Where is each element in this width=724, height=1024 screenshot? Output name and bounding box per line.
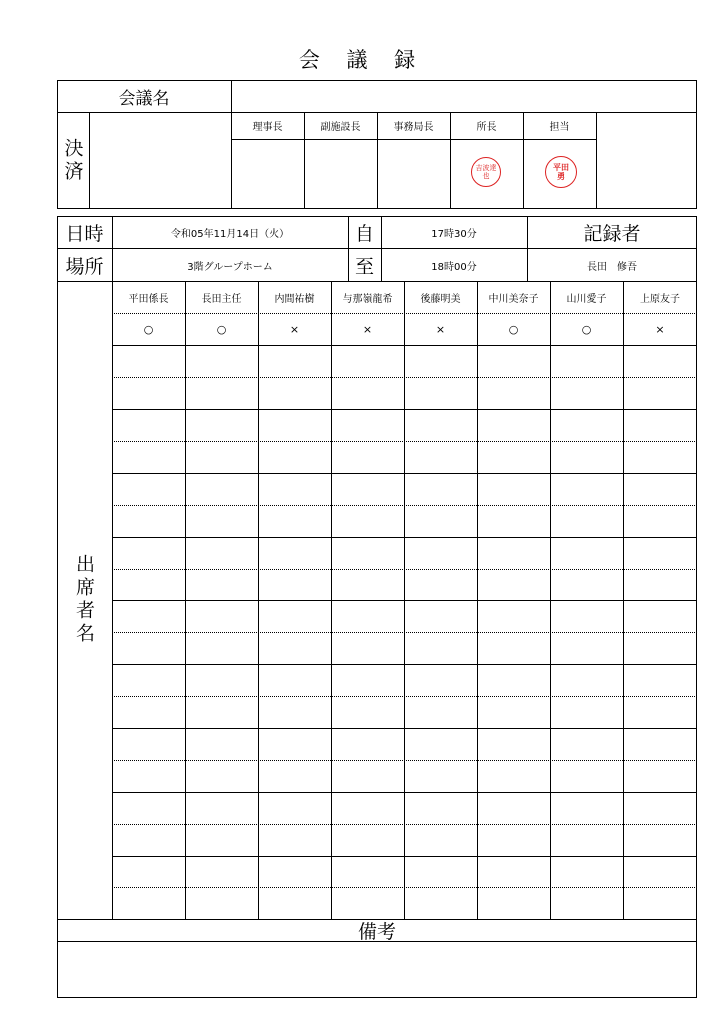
seal-stamp-text: 平田勇 <box>553 163 569 181</box>
attendance-row-divider <box>112 728 697 729</box>
attendance-mark[interactable]: × <box>362 322 373 336</box>
attendance-row-divider <box>112 792 697 793</box>
attendance-mark[interactable]: ○ <box>508 322 519 336</box>
attendance-mark[interactable]: ○ <box>216 322 227 336</box>
attendance-dotted-divider <box>112 887 697 888</box>
attendee-name: 長田主任 <box>201 293 242 305</box>
approver-title: 担当 <box>549 122 570 133</box>
remarks-field[interactable] <box>58 942 696 997</box>
meeting-name-label: 会議名 <box>118 88 170 109</box>
attendance-dotted-divider <box>112 696 697 697</box>
attendance-row-divider <box>112 473 697 474</box>
from-label: 自 <box>354 222 374 245</box>
remarks-label: 備考 <box>357 920 396 943</box>
approver-title: 理事長 <box>252 122 283 133</box>
approval-label-divider <box>89 112 90 209</box>
attendance-dotted-divider <box>112 505 697 506</box>
attendance-dotted-divider <box>112 824 697 825</box>
attendance-dotted-divider <box>112 569 697 570</box>
attendance-mark[interactable]: × <box>289 322 300 336</box>
date-label: 日時 <box>65 222 104 245</box>
attendee-name: 上原友子 <box>640 293 680 305</box>
meeting-name-field[interactable] <box>232 80 697 112</box>
attendance-row-divider <box>112 664 697 665</box>
attendance-label: 出席者名 <box>73 554 95 646</box>
from-time-field[interactable]: 17時30分 <box>431 228 477 240</box>
attendee-name: 山川愛子 <box>566 293 607 305</box>
approval-label: 決済 <box>61 137 84 184</box>
stamp-box-jimukyokucho[interactable] <box>378 140 450 209</box>
attendance-row-divider <box>112 409 697 410</box>
attendance-row-divider <box>112 600 697 601</box>
place-field[interactable]: 3階グループホーム <box>187 261 273 273</box>
attendance-dotted-divider <box>112 760 697 761</box>
stamp-box-fukushisetsucho[interactable] <box>305 140 377 209</box>
recorder-label: 記録者 <box>583 222 641 245</box>
date-field[interactable]: 令和05年11月14日（火） <box>170 228 290 240</box>
attendee-name: 平田係長 <box>128 293 169 305</box>
document-title: 会 議 録 <box>298 48 426 72</box>
stamp-box-rijicho[interactable] <box>232 140 304 209</box>
attendance-mark[interactable]: ○ <box>143 322 154 336</box>
to-time-field[interactable]: 18時00分 <box>431 261 477 273</box>
approval-col-divider <box>596 112 597 209</box>
attendance-row-divider <box>112 537 697 538</box>
stamp-box-tanto[interactable] <box>524 140 596 209</box>
approver-title: 事務局長 <box>393 122 434 133</box>
approver-title: 所長 <box>476 122 497 133</box>
stamp-box-shocho[interactable] <box>451 140 523 209</box>
attendance-mark[interactable]: × <box>435 322 446 336</box>
attendee-name: 内間祐樹 <box>274 293 315 305</box>
attendee-name: 後藤明美 <box>420 293 461 305</box>
place-label: 場所 <box>65 255 104 278</box>
attendance-mark[interactable]: ○ <box>581 322 592 336</box>
approver-title: 副施設長 <box>320 122 361 133</box>
seal-stamp-text: 吉波達也 <box>475 164 497 180</box>
seal-stamp-tanto <box>545 156 577 188</box>
attendee-name: 与那嶺龍希 <box>342 293 393 305</box>
seal-stamp-shocho <box>471 157 501 187</box>
attendance-row-divider <box>112 856 697 857</box>
attendance-dotted-divider <box>112 377 697 378</box>
to-label: 至 <box>354 255 374 278</box>
attendee-name: 中川美奈子 <box>488 293 539 305</box>
attendance-row-divider <box>112 345 697 346</box>
attendance-dotted-divider <box>112 441 697 442</box>
recorder-field[interactable]: 長田 修吾 <box>587 261 637 273</box>
attendance-dotted-divider <box>112 632 697 633</box>
attendance-mark[interactable]: × <box>655 322 665 336</box>
